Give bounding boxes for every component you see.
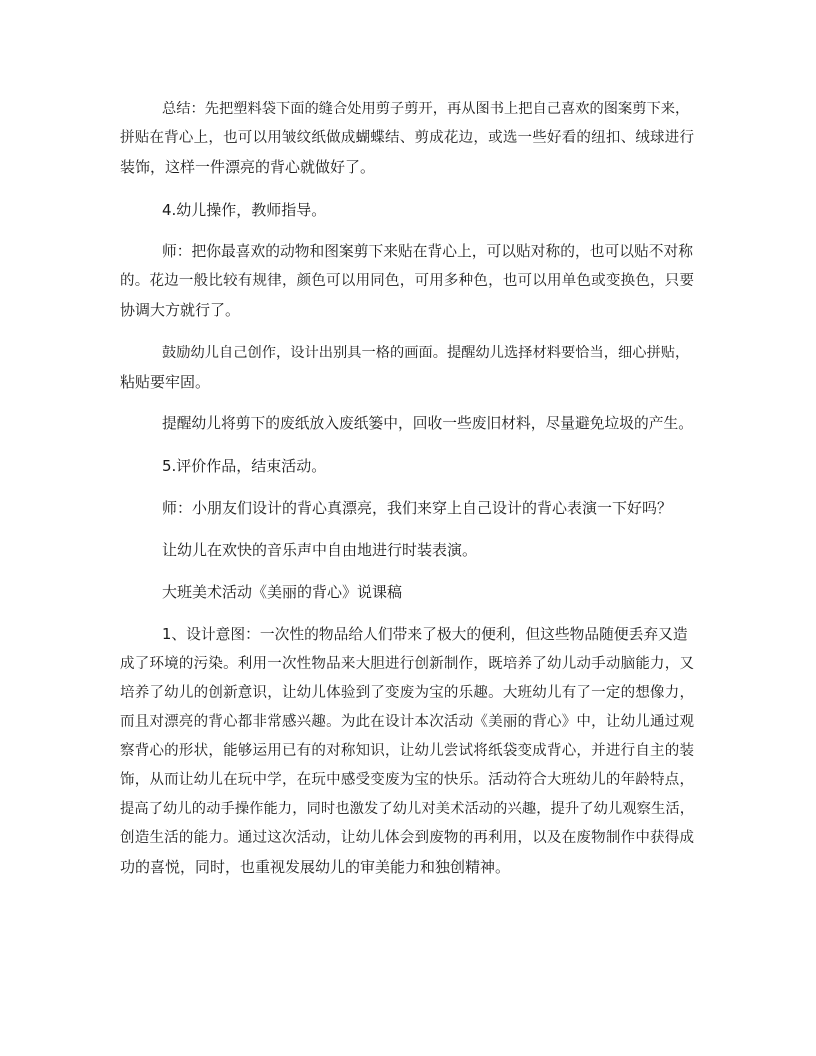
design-intent-line-2: 成了环境的污染。利用一次性物品来大胆进行创新制作，既培养了幼儿动手动脑能力，又 [120,656,694,672]
design-intent-line-1: 1、设计意图：一次性的物品给人们带来了极大的便利，但这些物品随便丢弃又造 [162,626,688,643]
teacher-instruction-line-2: 的。花边一般比较有规律，颜色可以用同色，可用多种色，也可以用单色或变换色，只要 [120,273,694,289]
encourage-line-1: 鼓励幼儿自己创作，设计出别具一格的画面。提醒幼儿选择材料要恰当，细心拼贴， [162,345,690,361]
design-intent-line-6: 饰，从而让幼儿在玩中学，在玩中感受变废为宝的快乐。活动符合大班幼儿的年龄特点， [120,772,694,788]
summary-line-1: 总结：先把塑料袋下面的缝合处用剪子剪开，再从图书上把自己喜欢的图案剪下来， [162,101,690,117]
design-intent-line-4: 而且对漂亮的背心都非常感兴趣。为此在设计本次活动《美丽的背心》中，让幼儿通过观 [120,714,694,730]
lecture-title: 大班美术活动《美丽的背心》说课稿 [162,583,403,601]
design-intent-line-3: 培养了幼儿的创新意识，让幼儿体验到了变废为宝的乐趣。大班幼儿有了一定的想像力， [120,685,694,701]
fashion-show-line: 让幼儿在欢快的音乐声中自由地进行时装表演。 [162,541,478,559]
step4-heading: 4.幼儿操作，教师指导。 [162,201,327,219]
remind-line: 提醒幼儿将剪下的废纸放入废纸篓中，回收一些废旧材料，尽量避免垃圾的产生。 [162,415,693,432]
step5-heading: 5.评价作品，结束活动。 [162,457,327,475]
design-intent-line-8: 创造生活的能力。通过这次活动，让幼儿体会到废物的再利用，以及在废物制作中获得成 [120,830,694,846]
encourage-line-2: 粘贴要牢固。 [120,373,211,391]
design-intent-line-9: 功的喜悦，同时，也重视发展幼儿的审美能力和独创精神。 [120,858,511,876]
design-intent-line-7: 提高了幼儿的动手操作能力，同时也激发了幼儿对美术活动的兴趣，提升了幼儿观察生活， [120,801,694,817]
teacher-instruction-line-3: 协调大方就行了。 [120,301,241,319]
summary-line-2: 拼贴在背心上，也可以用皱纹纸做成蝴蝶结、剪成花边，或选一些好看的纽扣、绒球进行 [120,130,694,146]
summary-line-3: 装饰，这样一件漂亮的背心就做好了。 [120,158,376,176]
teacher-question-line: 师：小朋友们设计的背心真漂亮，我们来穿上自己设计的背心表演一下好吗？ [162,499,673,517]
design-intent-line-5: 察背心的形状，能够运用已有的对称知识，让幼儿尝试将纸袋变成背心，并进行自主的装 [120,743,694,759]
teacher-instruction-line-1: 师：把你最喜欢的动物和图案剪下来贴在背心上，可以贴对称的，也可以贴不对称 [162,243,693,260]
